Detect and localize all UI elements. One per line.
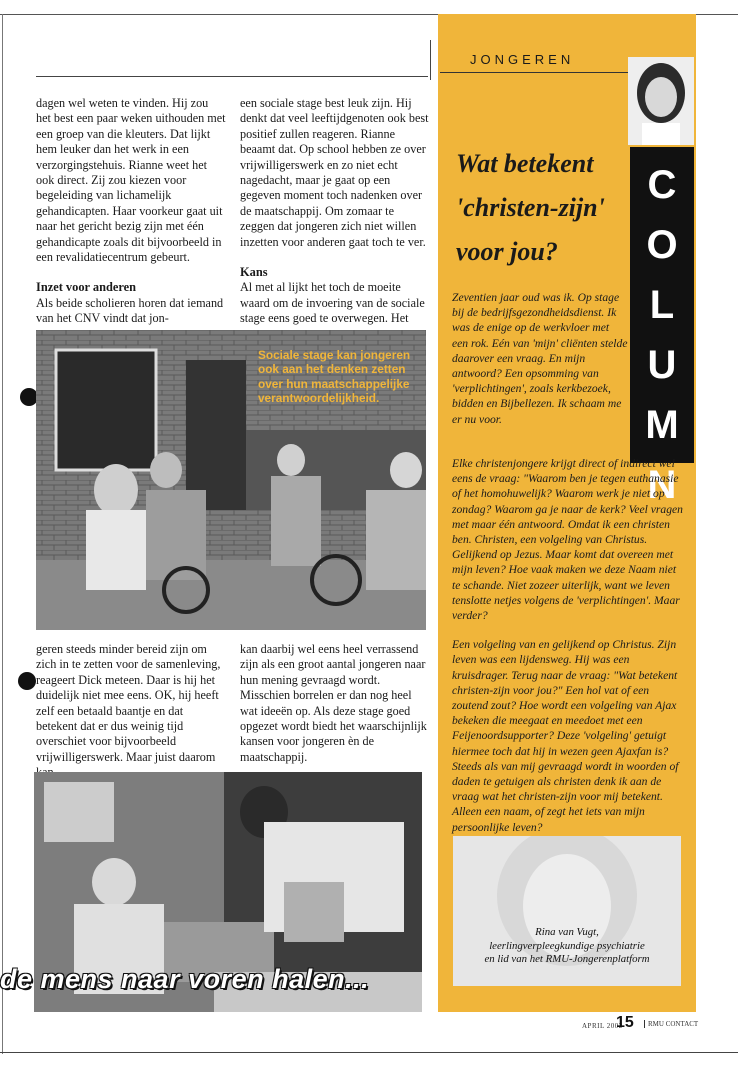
publication-name: RMU CONTACT: [644, 1020, 698, 1028]
subheading: Inzet voor anderen: [36, 280, 137, 295]
section-label: JONGEREN: [470, 52, 575, 67]
article-paragraph: kan daarbij wel eens heel verrassend zijn als een groot aantal jongeren naar hun mening gevraagd wordt. Misschien borrelen er dan nog heel wat ideeën op. Als deze stage goed opgezet wordt biedt het waarschijnlijk kansen voor jongeren èn de maatschappij.: [240, 642, 427, 764]
article-column-1-top: [36, 96, 226, 327]
page-number: 15: [616, 1014, 634, 1031]
article-paragraph: Als beide scholieren horen dat iemand van het CNV vindt dat jon-: [36, 295, 224, 326]
header-rule: [36, 76, 428, 77]
column-letter: L: [649, 283, 675, 327]
footer-date: APRIL 2002: [582, 1022, 623, 1030]
author-name: Rina van Vugt,: [535, 926, 599, 938]
bottom-rule: [0, 1052, 738, 1053]
column-letter: O: [646, 223, 678, 267]
column-letter: U: [647, 343, 677, 387]
subheading: Kans: [240, 265, 268, 280]
headline-line: Wat betekent: [456, 149, 594, 178]
punch-hole: [18, 672, 36, 690]
author-affiliation: en lid van het RMU-Jongerenplatform: [484, 953, 650, 966]
article-paragraph: Al met al lijkt het toch de moeite waard om de invoering van de sociale stage eens goed te overwegen. Het: [240, 280, 425, 326]
headline-line: 'christen-zijn': [456, 193, 605, 222]
article-column-1-bottom: [36, 642, 226, 781]
left-edge: [2, 14, 3, 1054]
column-text-intro: [452, 290, 628, 427]
headline-line: voor jou?: [456, 237, 558, 266]
article-paragraph: dagen wel weten te vinden. Hij zou het best een paar weken uithouden met een groep van die kleuters. Dat lijkt hem leuker dan het werk in een verzorgingstehuis. Rianne weet het ook direct. Zij zou kiezen voor begeleiding van lichamelijk gehandicapten. Haar voorkeur gaat uit naar het gericht bezig zijn met één gehandicapte zoals dit bijvoorbeeld in een revalidatiecentrum gebeurt.: [36, 96, 226, 265]
column-letter: N: [647, 463, 677, 507]
column-letter: C: [647, 163, 677, 207]
photo-banner-text: de mens naar voren halen...: [0, 964, 370, 994]
article-paragraph: geren steeds minder bereid zijn om zich in te zetten voor de samenleving, reageert Dick meteen. Daar is hij het duidelijk niet mee eens. OK, hij heeft zelf een betaald baantje en dat betekent dat er dus weinig tijd overschiet voor bijvoorbeeld vrijwilligerswerk. Maar juist daarom: [36, 642, 221, 764]
column-paragraph: Elke christenjongere krijgt direct of indirect wel eens de vraag: "Waarom ben je tegen euthanasie of het homohuwelijk? Waarom werk je niet op zondag? Waarom ga je naar de kerk? Veel vragen met maar één antwoord. Omdat ik een christen ben. Christen, een volgeling van Christus. Gelijkend op Jezus. Maar komt dat overeen met mijn leven? Hoe vaak maken we deze Naam niet te schande. Niet zozeer uiterlijk, want we leven tenslotte netjes volgens de 'verplichtingen'. Maar verder?: [452, 457, 683, 623]
article-paragraph: een sociale stage best leuk zijn. Hij denkt dat veel leeftijdgenoten ook best positief zullen reageren. Rianne beaamt dat. Op school hebben ze over vrijwilligerswerk en zo niet echt nagedacht, maar je gaat op een gegeven moment toch nadenken over de maatschappij. Om zomaar te zeggen dat jongeren zich niet willen inzetten voor anderen gaat toch te ver.: [240, 96, 429, 249]
author-role: leerlingverpleegkundige psychiatrie: [489, 939, 645, 952]
author-portrait: [628, 57, 694, 145]
header-rule-vertical: [430, 40, 431, 80]
author-credit: [453, 926, 681, 967]
photo-caption: Sociale stage kan jongeren ook aan het denken zetten over hun maatschappelijke verantwoordelijkheid.: [258, 348, 411, 406]
column-paragraph: Zeventien jaar oud was ik. Op stage bij de bedrijfsgezondheidsdienst. Ik was de enige op de werkvloer met een rok. Eén van 'mijn' cliënten stelde daarover een vraag. En mijn antwoord? Een opsomming van 'verplichtingen', zoals kerkbezoek, bidden en Bijbellezen. Ik schaam me er nu voor.: [452, 291, 628, 426]
column-headline: [456, 142, 626, 274]
article-column-2-top: [240, 96, 430, 327]
column-vertical-label: [630, 147, 694, 507]
column-letter: M: [645, 403, 679, 447]
column-paragraph: Een volgeling van en gelijkend op Christus. Zijn leven was een lijdensweg. Hij was een kruisdrager. Terug naar de vraag: "Wat betekent christen-zijn voor jou?" Een hol vat of een zoutend zout? Hoe wordt een volgeling van Ajax bekeken die meegaat en meedoet met een Feijenoordsupporter? Deze 'volgeling' getuigt hiermee toch dat hij in wezen geen Ajaxfan is? Steeds als van mij gevraagd wordt in woorden of daden te getuigen als christen denk ik aan de vraag wat het christen-zijn voor mij betekent. Alleen een naam, of zegt het iets van mijn persoonlijke leven?: [452, 638, 679, 834]
column-text-body: [452, 456, 684, 835]
article-column-2-bottom: [240, 642, 430, 765]
